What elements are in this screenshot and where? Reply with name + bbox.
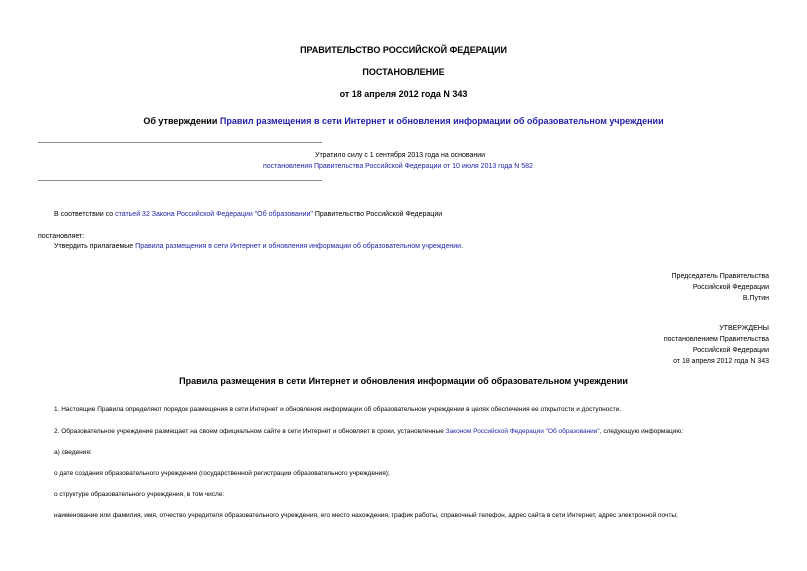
- paragraph-structure: о структуре образовательного учреждения, в том числе:: [54, 491, 225, 498]
- approved-line-4: от 18 апреля 2012 года N 343: [673, 358, 769, 365]
- title-rules-link[interactable]: Правил размещения в сети Интернет и обновления информации об образовательном учреждении: [219, 116, 664, 126]
- rules-title: Правила размещения в сети Интернет и обновления информации об образовательном учреждении: [179, 376, 628, 386]
- preamble-suffix: Правительство Российской Федерации: [312, 211, 443, 218]
- document-title: [0, 116, 807, 126]
- paragraph-a: а) сведения:: [54, 449, 92, 456]
- resolves-text: постановляет:: [38, 233, 85, 240]
- divider-top: [38, 142, 322, 143]
- signature-line-2: Российской Федерации: [692, 284, 769, 291]
- document-type: ПОСТАНОВЛЕНИЕ: [362, 67, 445, 77]
- approved-line-1: УТВЕРЖДЕНЫ: [719, 325, 769, 332]
- approve-prefix: Утвердить прилагаемые: [54, 243, 136, 250]
- approve-paragraph: [54, 243, 463, 250]
- paragraph-founding-date: о дате создания образовательного учреждения (государственной регистрации образовательного учреждения);: [54, 470, 390, 477]
- approved-line-2: постановлением Правительства: [663, 336, 769, 343]
- signature-name: В.Путин: [742, 295, 769, 302]
- preamble: [54, 211, 442, 218]
- law-article-link[interactable]: статьей 32 Закона Российской Федерации "Об образовании": [115, 211, 313, 218]
- paragraph-founder-info: наименование или фамилия, имя, отчество учредителя образовательного учреждения, его место нахождения, график работы, справочный телефон, адрес сайта в сети Интернет, адрес электронной почты;: [54, 512, 678, 519]
- divider-bottom: [38, 180, 322, 181]
- approved-rules-link[interactable]: Правила размещения в сети Интернет и обновления информации об образовательном учреждении: [135, 243, 462, 250]
- education-law-link[interactable]: Законом Российской Федерации "Об образовании": [445, 428, 600, 435]
- repeal-note: Утратило силу с 1 сентября 2013 года на основании: [315, 152, 486, 159]
- approve-suffix: .: [461, 243, 464, 250]
- document-date-number: от 18 апреля 2012 года N 343: [339, 89, 468, 99]
- paragraph-1: 1. Настоящие Правила определяют порядок размещения в сети Интернет и обновления информации об образовательном учреждении в целях обеспечения ее открытости и доступности.: [54, 406, 622, 413]
- repeal-decree-link[interactable]: постановления Правительства Российской Федерации от 10 июля 2013 года N 582: [263, 163, 533, 170]
- paragraph-2-prefix: 2. Образовательное учреждение размещает на своем официальном сайте в сети Интернет и обновляет в сроки, установленные: [54, 428, 446, 435]
- signature-line-1: Председатель Правительства: [671, 273, 769, 280]
- government-heading: ПРАВИТЕЛЬСТВО РОССИЙСКОЙ ФЕДЕРАЦИИ: [300, 45, 507, 55]
- preamble-prefix: В соответствии со: [54, 211, 116, 218]
- paragraph-2: [54, 428, 683, 435]
- approved-line-3: Российской Федерации: [692, 347, 769, 354]
- title-prefix: Об утверждении: [143, 116, 220, 126]
- paragraph-2-suffix: , следующую информацию:: [599, 428, 684, 435]
